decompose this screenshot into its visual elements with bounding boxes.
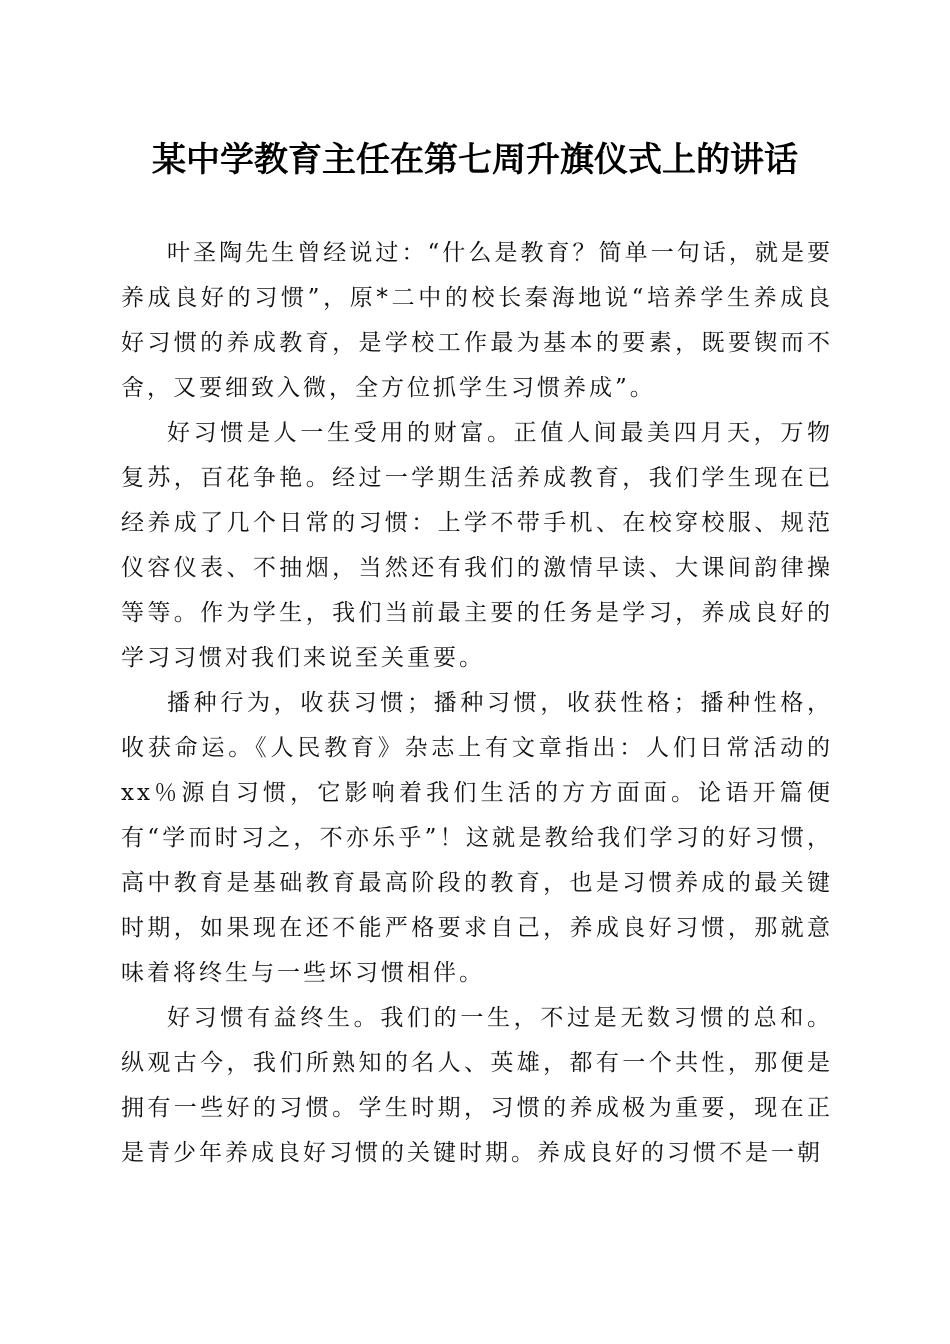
document-body [121,231,833,1176]
document-title: 某中学教育主任在第七周升旗仪式上的讲话 [152,140,798,180]
paragraph-4: 好习惯有益终生。我们的一生，不过是无数习惯的总和。纵观古今，我们所熟知的名人、英雄，都有一个共性，那便是拥有一些好的习惯。学生时期，习惯的养成极为重要，现在正是青少年养成良好习惯的关键时期。养成良好的习惯不是一朝 [121,1005,833,1166]
paragraph-1: 叶圣陶先生曾经说过：“什么是教育？简单一句话，就是要养成良好的习惯”，原*二中的校长秦海地说“培养学生养成良好习惯的养成教育，是学校工作最为基本的要素，既要锲而不舍，又要细致入微，全方位抓学生习惯养成”。 [121,240,833,401]
paragraph-3: 播种行为，收获习惯；播种习惯，收获性格；播种性格，收获命运。《人民教育》杂志上有文章指出：人们日常活动的xx％源自习惯，它影响着我们生活的方方面面。论语开篇便有“学而时习之，不亦乐乎”！这就是教给我们学习的好习惯，高中教育是基础教育最高阶段的教育，也是习惯养成的最关键时期，如果现在还不能严格要求自己，养成良好习惯，那就意味着将终生与一些坏习惯相伴。 [121,690,833,986]
paragraph-2: 好习惯是人一生受用的财富。正值人间最美四月天，万物复苏，百花争艳。经过一学期生活养成教育，我们学生现在已经养成了几个日常的习惯：上学不带手机、在校穿校服、规范仪容仪表、不抽烟，当然还有我们的激情早读、大课间韵律操等等。作为学生，我们当前最主要的任务是学习，养成良好的学习习惯对我们来说至关重要。 [121,420,833,671]
